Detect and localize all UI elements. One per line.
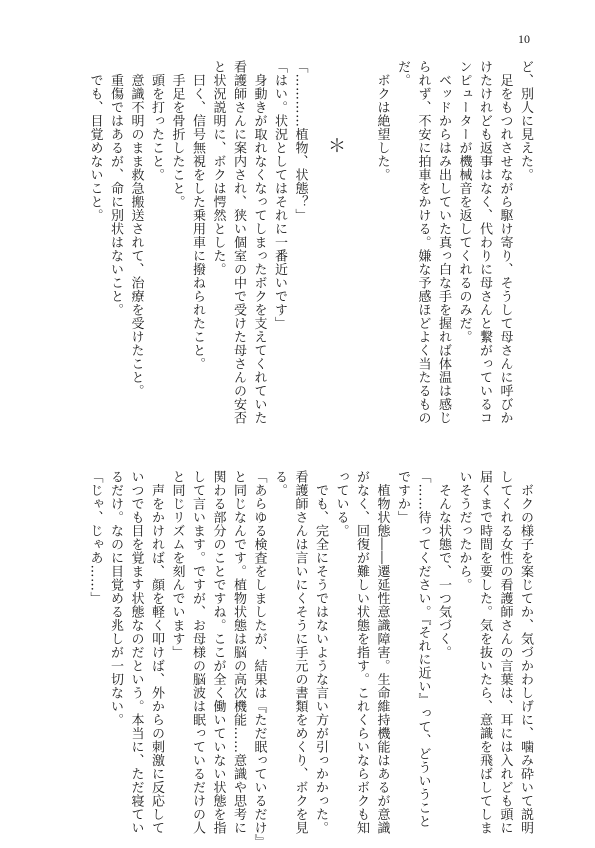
text-line: がなく、回復が難しい状態を指す。これくらいならボクも知	[354, 470, 369, 835]
text-line: 「……待ってください。『それに近い』って、どういうこと	[415, 470, 431, 828]
text-line: ンピューターが機械音を返してくれるのみだ。	[456, 60, 472, 344]
text-line: 看護師さんに案内され、狭い個室の中で受けた母さんの安否	[231, 60, 246, 425]
text-line: ベッドからはみ出していた真っ白な手を握れば体温は感じ	[436, 60, 451, 425]
text-line: 手足を骨折したこと。	[169, 60, 185, 209]
text-line	[310, 60, 331, 440]
text-line: る。	[272, 470, 287, 497]
page-number: 10	[518, 32, 530, 46]
text-line: っている。	[333, 470, 349, 538]
bottom-text-block	[84, 470, 535, 848]
text-line: 「はい。状況としてはそれに一番近いです」	[272, 60, 287, 330]
text-line: 足をもつれさせながら駆け寄り、そうして母さんに呼びか	[497, 60, 513, 425]
text-line: そんな状態で、一つ気づく。	[436, 470, 451, 659]
text-line: 声をかければ、顔を軽く叩けば、外からの刺激に反応して	[149, 470, 164, 835]
text-line: でも、完全にそうではないような言い方が引っかかった。	[313, 470, 328, 835]
text-line: 「あらゆる検査をしましたが、結果は『ただ眠っているだけ』	[251, 470, 267, 848]
text-line: るだけ。なのに目覚める兆しが一切ない。	[108, 470, 123, 727]
section-break-asterisk: ＊	[328, 136, 346, 157]
text-line: と状況説明に、ボクは愕然とした。	[210, 60, 226, 276]
text-line: 届くまで時間を要した。気を抜いたら、意識を飛ばしてしま	[477, 470, 492, 835]
text-line: ですか」	[395, 470, 410, 524]
text-line: 「…………植物、状態？」	[292, 60, 308, 222]
text-line: して言います。ですが、お母様の脳波は眠っているだけの人	[190, 470, 205, 835]
text-line: られず、不安に拍車をかける。嫌な予感ほどよく当たるもの	[415, 60, 431, 425]
text-line: ボクは絶望した。	[374, 60, 390, 182]
text-line: 植物状態――遷延性意識障害。生命維持機能はあるが意識	[374, 470, 390, 835]
text-line: と同じなんです。植物状態は脳の高次機能……意識や思考に	[231, 470, 246, 835]
text-line: 意識不明のまま救急搬送されて、治療を受けたこと。	[128, 60, 144, 398]
text-line: いつでも目を覚ます状態なのだという。本当に、ただ寝てい	[128, 470, 144, 835]
text-line: でも、目覚めないこと。	[87, 60, 103, 222]
text-line	[330, 60, 351, 440]
text-line: してくれる女性の看護師さんの言葉は、耳には入れども頭に	[497, 470, 513, 835]
text-line: 頭を打ったこと。	[149, 60, 164, 182]
text-line: ボクの様子を案じてか、気づかわしげに、噛み砕いて説明	[518, 470, 533, 835]
text-line: と同じリズムを刻んでいます」	[169, 470, 185, 659]
text-line: いそうだったから。	[456, 470, 472, 592]
text-line: 曰く、信号無視をした乗用車に撥ねられたこと。	[190, 60, 205, 371]
text-line: 重傷ではあるが、命に別状はないこと。	[108, 60, 123, 317]
text-line: けたけれども返事はなく、代わりに母さんと繋がっているコ	[477, 60, 492, 425]
text-line: ど、別人に見えた。	[518, 60, 533, 182]
text-line: だ。	[395, 60, 410, 87]
text-line: 関わる部分のことですね。ここが全く働いていない状態を指	[210, 470, 226, 835]
text-line	[351, 60, 372, 440]
text-line: 身動きが取れなくなってしまったボクを支えてくれていた	[251, 60, 267, 425]
text-line: 看護師さんは言いにくそうに手元の書類をめくり、ボクを見	[292, 470, 308, 835]
top-text-block	[84, 60, 535, 440]
text-line: 「じゃ、じゃあ……」	[87, 470, 103, 605]
